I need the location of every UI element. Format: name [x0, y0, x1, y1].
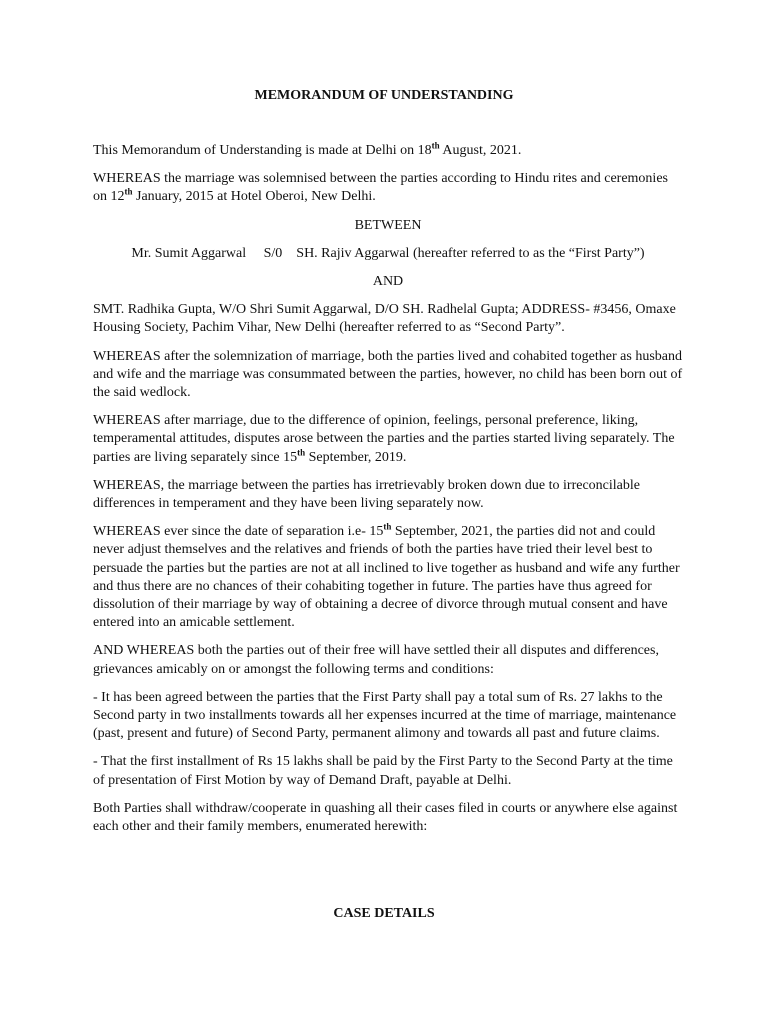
marriage-paragraph [93, 170, 683, 206]
between-heading: BETWEEN [354, 217, 422, 233]
document-title: MEMORANDUM OF UNDERSTANDING [254, 88, 514, 103]
ordinal-suffix: th [124, 186, 133, 197]
case-details-heading: CASE DETAILS [333, 906, 435, 921]
intro-text-end: August, 2021. [439, 143, 522, 158]
dissolution-text: WHEREAS ever since the date of separation i.e- 15 [93, 524, 384, 540]
separation-text: WHEREAS after marriage, due to the difference of opinion, feelings, personal preference, liking, temperamental attitudes, disputes arose between the parties and the parties started living separately. The parties are living separately since 15 [93, 413, 675, 465]
settlement-paragraph: AND WHEREAS both the parties out of their free will have settled their all disputes and differences, grievances amicably on or amongst the following terms and conditions: [93, 643, 659, 677]
dissolution-paragraph [93, 523, 683, 632]
intro-text: This Memorandum of Understanding is made at Delhi on 18 [93, 143, 432, 158]
breakdown-paragraph: WHEREAS, the marriage between the parties has irretrievably broken down due to irreconcilable differences in temperament and they have been living separately now. [93, 477, 640, 512]
separation-paragraph [93, 412, 683, 467]
second-party-paragraph: SMT. Radhika Gupta, W/O Shri Sumit Aggarwal, D/O SH. Radhelal Gupta; ADDRESS- #3456, Omaxe Housing Society, Pachim Vihar, New Delhi (hereafter referred to as “Second Party”. [93, 302, 676, 336]
ordinal-suffix: th [431, 140, 440, 151]
marriage-text: WHEREAS the marriage was solemnised between the parties according to Hindu rites and ceremonies on 12 [93, 171, 668, 205]
solemnization-paragraph: WHEREAS after the solemnization of marriage, both the parties lived and cohabited together as husband and wife and the marriage was consummated between the parties, however, no child has been born out of the said wedlock. [93, 348, 683, 401]
intro-paragraph [93, 142, 683, 160]
ordinal-suffix: th [297, 446, 306, 457]
separation-text-end: September, 2019. [305, 449, 407, 465]
withdrawal-paragraph: Both Parties shall withdraw/cooperate in quashing all their cases filed in courts or anywhere else against each other and their family members, enumerated herewith: [93, 800, 678, 835]
payment-term: - It has been agreed between the parties that the First Party shall pay a total sum of Rs. 27 lakhs to the Second party in two installments towards all her expenses incurred at the time of marriage, maintenance (past, present and future) of Second Party, permanent alimony and towards all past and future claims. [93, 689, 677, 742]
and-heading: AND [372, 274, 404, 290]
dissolution-text-end: September, 2021, the parties did not and could never adjust themselves and the relatives and friends of both the parties have tried their level best to persuade the parties but the parties are not at all inclined to live together as husband and wife any further and thus there are no chances of their cohabiting together in future. The parties have thus agreed for dissolution of their marriage by way of obtaining a decree of divorce through mutual consent and have entered into an amicable settlement. [93, 524, 680, 631]
first-party-line: Mr. Sumit Aggarwal S/0 SH. Rajiv Aggarwal (hereafter referred to as the “First Party”) [131, 245, 645, 261]
installment-term: - That the first installment of Rs 15 lakhs shall be paid by the First Party to the Second Party at the time of presentation of First Motion by way of Demand Draft, payable at Delhi. [93, 754, 673, 788]
marriage-text-end: January, 2015 at Hotel Oberoi, New Delhi. [132, 189, 376, 205]
ordinal-suffix: th [383, 521, 392, 532]
document-body [93, 142, 683, 846]
